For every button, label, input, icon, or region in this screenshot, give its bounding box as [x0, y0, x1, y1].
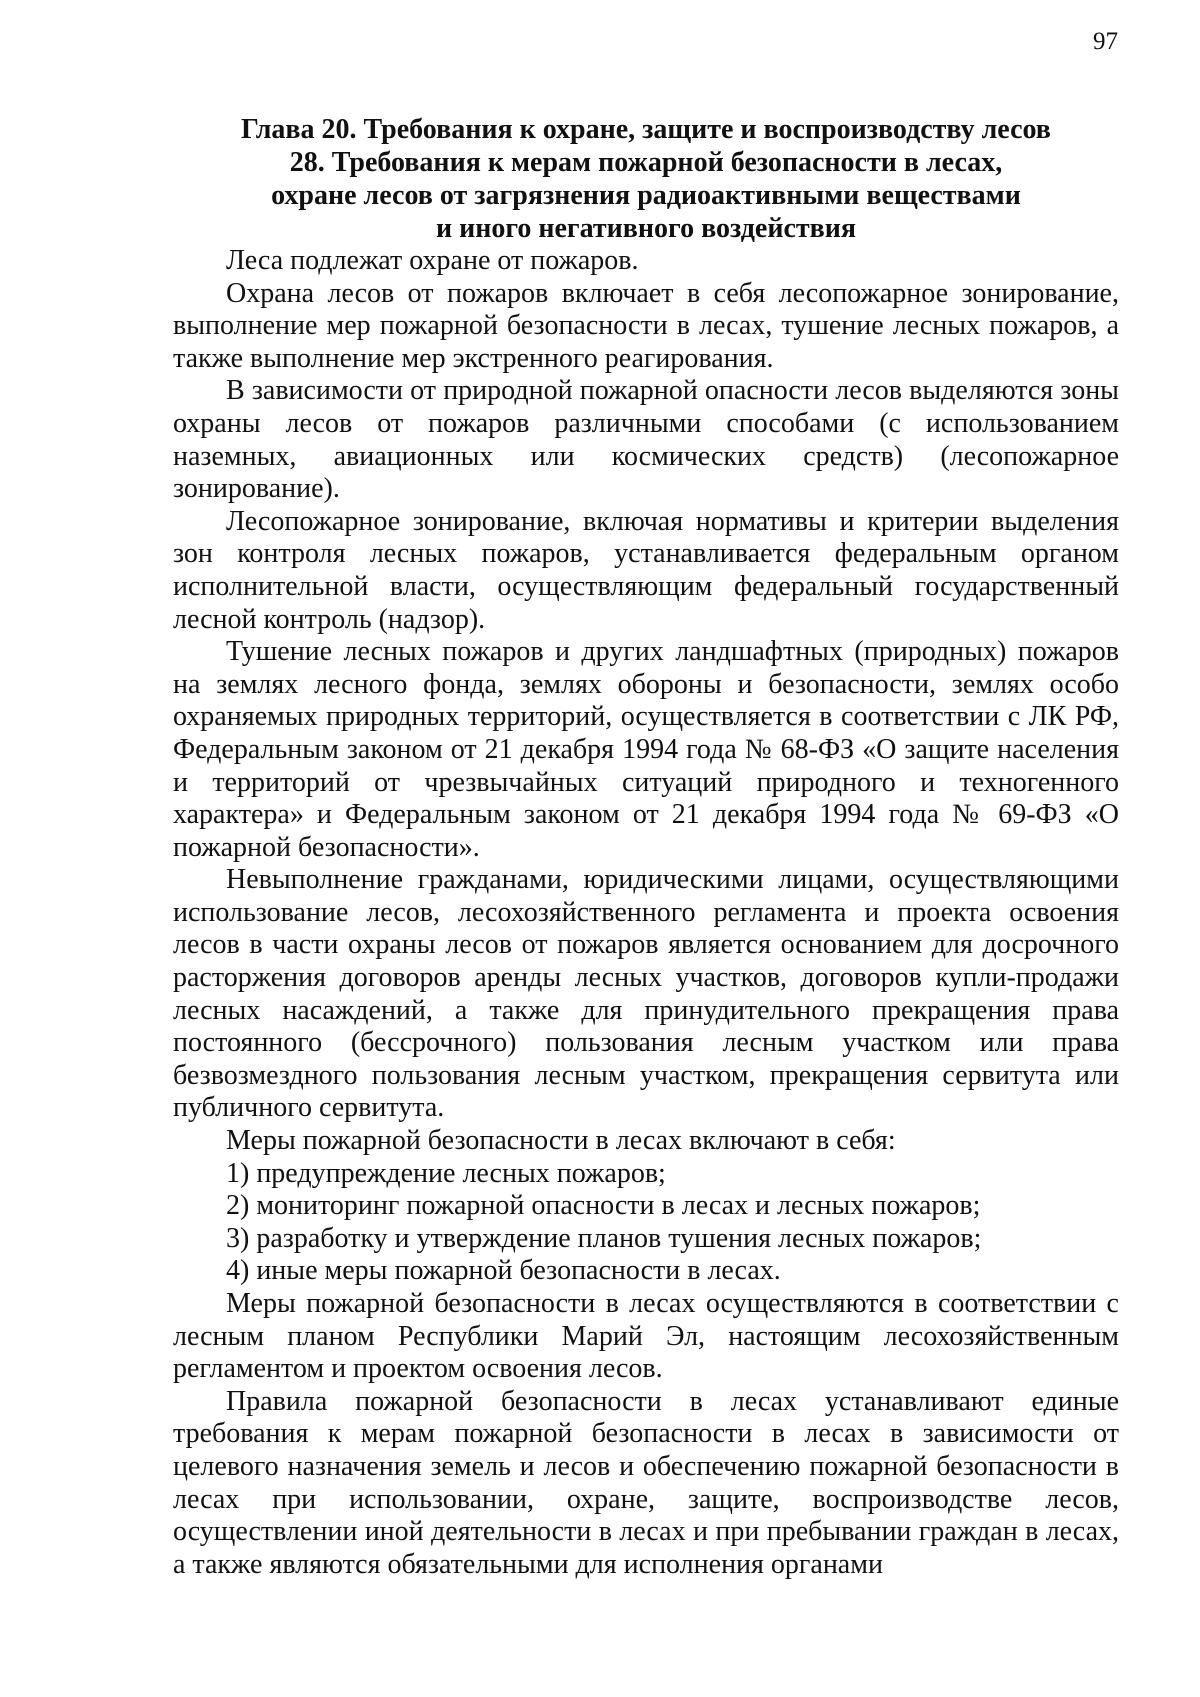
list-item: 4) иные меры пожарной безопасности в лесах.	[226, 1255, 781, 1287]
paragraph: Охрана лесов от пожаров включает в себя лесопожарное зонирование, выполнение мер пожарной безопасности в лесах, тушение лесных пожаров, а также выполнение мер экстренного реагирования.	[173, 277, 1119, 374]
heading-line-section: 28. Требования к мерам пожарной безопасности в лесах,	[289, 147, 1003, 178]
paragraph: Лесопожарное зонирование, включая нормативы и критерии выделения зон контроля лесных пожаров, устанавливается федеральным органом исполнительной власти, осуществляющим федеральный государственный лесной контроль (надзор).	[173, 505, 1119, 635]
heading-line-chapter: Глава 20. Требования к охране, защите и воспроизводству лесов	[241, 114, 1051, 145]
list-item: 1) предупреждение лесных пожаров;	[226, 1157, 666, 1189]
paragraph: Меры пожарной безопасности в лесах включают в себя:	[226, 1125, 896, 1157]
paragraph: Тушение лесных пожаров и других ландшафтных (природных) пожаров на землях лесного фонда, землях обороны и безопасности, землях особо охраняемых природных территорий, осуществляется в соответствии с ЛК РФ, Федеральным законом от 21 декабря 1994 года № 68-ФЗ «О защите населения и территорий от чрезвычайных ситуаций природного и техногенного характера» и Федеральным законом от 21 декабря 1994 года № 69-ФЗ «О пожарной безопасности».	[173, 636, 1119, 863]
heading-line-section-end: и иного негативного воздействия	[435, 213, 857, 244]
paragraph: Правила пожарной безопасности в лесах устанавливают единые требования к мерам пожарной безопасности в лесах в зависимости от целевого назначения земель и лесов и обеспечению пожарной безопасности в лесах при использовании, охране, защите, воспроизводстве лесов, осуществлении иной деятельности в лесах и при пребывании граждан в лесах, а также являются обязательными для исполнения органами	[173, 1385, 1119, 1580]
document-body	[173, 113, 1119, 1581]
body-text	[173, 245, 1119, 1581]
paragraph: Леса подлежат охране от пожаров.	[226, 245, 639, 276]
paragraph: Невыполнение гражданами, юридическими лицами, осуществляющими использование лесов, лесохозяйственного регламента и проекта освоения лесов в части охраны лесов от пожаров является основанием для досрочного расторжения договоров аренды лесных участков, договоров купли-продажи лесных насаждений, а также для принудительного прекращения права постоянного (бессрочного) пользования лесным участком или права безвозмездного пользования лесным участком, прекращения сервитута или публичного сервитута.	[173, 864, 1119, 1124]
heading-line-section-cont: охране лесов от загрязнения радиоактивными веществами	[271, 180, 1021, 211]
list-item: 2) мониторинг пожарной опасности в лесах и лесных пожаров;	[226, 1190, 981, 1222]
paragraph: Меры пожарной безопасности в лесах осуществляются в соответствии с лесным планом Республики Марий Эл, настоящим лесохозяйственным регламентом и проектом освоения лесов.	[173, 1288, 1119, 1385]
chapter-heading	[173, 113, 1119, 245]
list-item: 3) разработку и утверждение планов тушения лесных пожаров;	[226, 1222, 982, 1254]
page-number: 97	[1093, 28, 1118, 55]
paragraph: В зависимости от природной пожарной опасности лесов выделяются зоны охраны лесов от пожаров различными способами (с использованием наземных, авиационных или космических средств) (лесопожарное зонирование).	[173, 375, 1119, 505]
